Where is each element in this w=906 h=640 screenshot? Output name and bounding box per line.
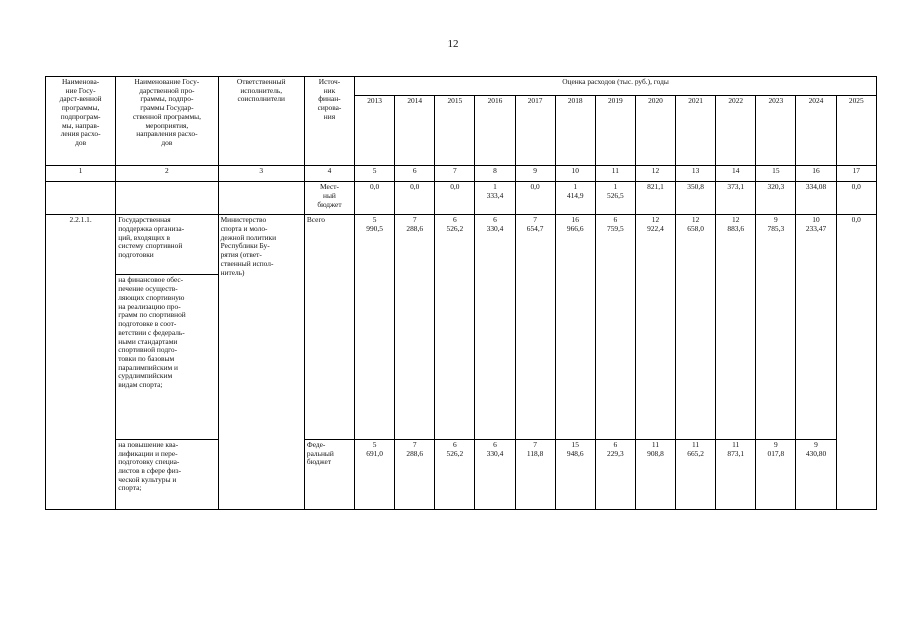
column-number: 11: [595, 166, 635, 182]
year-header: 2016: [475, 96, 515, 166]
column-number: 10: [555, 166, 595, 182]
value-cell: 6 526,2: [435, 439, 475, 509]
column-number: 15: [756, 166, 796, 182]
value-cell: 12 658,0: [676, 215, 716, 440]
empty-cell: [116, 182, 218, 215]
value-cell: 6 526,2: [435, 215, 475, 440]
column-number: 16: [796, 166, 836, 182]
column-number: 4: [304, 166, 354, 182]
value-cell: 7 288,6: [395, 439, 435, 509]
value-cell: 16 966,6: [555, 215, 595, 440]
item-name: Государственная поддержка организа- ций, входящих в систему спортивной подготовки: [116, 215, 218, 275]
column-number: 17: [836, 166, 876, 182]
year-header: 2020: [635, 96, 675, 166]
value-cell: 9 430,80: [796, 439, 836, 509]
funding-source-local: Мест- ный бюджет: [304, 182, 354, 215]
value-cell: 11 908,8: [635, 439, 675, 509]
year-header: 2024: [796, 96, 836, 166]
value-cell: 9 017,8: [756, 439, 796, 509]
value-cell: 0,0: [515, 182, 555, 215]
value-cell: 9 785,3: [756, 215, 796, 440]
value-cell: 0,0: [395, 182, 435, 215]
value-cell: 10 233,47: [796, 215, 836, 440]
year-header: 2022: [716, 96, 756, 166]
empty-cell: [218, 182, 304, 215]
column-number: 1: [46, 166, 116, 182]
value-cell: 1 526,5: [595, 182, 635, 215]
item-subdescription: на финансовое обес- печение осуществ- ляющих спортивную на реализацию про- грамм по спортивной подготовке в соот- ветствии с федераль- ными стандартами спортивной подго- товки по базовым паралимпийским и сурдлимпийским видам спорта;: [116, 275, 218, 439]
item-total-row: [46, 215, 877, 275]
column-number: 9: [515, 166, 555, 182]
value-cell: 6 330,4: [475, 215, 515, 440]
item-executor: Министерство спорта и моло- дежной политики Республики Бу- рятия (ответ- ственный испол- нитель): [218, 215, 304, 510]
column-number: 6: [395, 166, 435, 182]
local-budget-row: [46, 182, 877, 215]
funding-source-federal: Феде- ральный бюджет: [304, 439, 354, 509]
column-number: 13: [676, 166, 716, 182]
value-cell: 6 330,4: [475, 439, 515, 509]
value-cell: 821,1: [635, 182, 675, 215]
empty-cell: [46, 182, 116, 215]
value-cell: 320,3: [756, 182, 796, 215]
value-cell: 11 665,2: [676, 439, 716, 509]
column-number: 14: [716, 166, 756, 182]
funding-source-total: Всего: [304, 215, 354, 440]
header-executor: Ответственный исполнитель, соисполнители: [218, 77, 304, 166]
page-number: 12: [447, 38, 459, 50]
value-cell: 1 414,9: [555, 182, 595, 215]
item-code: 2.2.1.1.: [46, 215, 116, 510]
year-header: 2013: [355, 96, 395, 166]
expenditure-table: [45, 76, 877, 510]
column-number: 2: [116, 166, 218, 182]
header-expense-estimate: Оценка расходов (тыс. руб.), годы: [355, 77, 877, 96]
column-number: 8: [475, 166, 515, 182]
value-cell: 6 229,3: [595, 439, 635, 509]
value-cell: 6 759,5: [595, 215, 635, 440]
year-header: 2021: [676, 96, 716, 166]
value-cell: 334,08: [796, 182, 836, 215]
value-cell: 15 948,6: [555, 439, 595, 509]
column-numbers-row: [46, 166, 877, 182]
value-cell: 350,8: [676, 182, 716, 215]
value-cell: 12 922,4: [635, 215, 675, 440]
column-number: 12: [635, 166, 675, 182]
federal-description: на повышение ква- лификации и пере- подготовку специа- листов в сфере физ- ческой культуры и спорта;: [116, 439, 218, 509]
year-header: 2023: [756, 96, 796, 166]
value-cell: 7 118,8: [515, 439, 555, 509]
year-header: 2025: [836, 96, 876, 166]
header-program-name: Наименова- ние Госу- дарст-венной программы, подпрограм- мы, направ- ления расхо- дов: [46, 77, 116, 166]
value-cell: 0,0: [836, 215, 876, 510]
year-header: 2019: [595, 96, 635, 166]
value-cell: 5 990,5: [355, 215, 395, 440]
column-number: 5: [355, 166, 395, 182]
value-cell: 12 883,6: [716, 215, 756, 440]
value-cell: 0,0: [355, 182, 395, 215]
year-header: 2017: [515, 96, 555, 166]
header-funding-source: Источ- ник финан- сирова- ния: [304, 77, 354, 166]
year-header: 2018: [555, 96, 595, 166]
value-cell: 7 288,6: [395, 215, 435, 440]
column-number: 7: [435, 166, 475, 182]
value-cell: 0,0: [836, 182, 876, 215]
column-number: 3: [218, 166, 304, 182]
year-header: 2015: [435, 96, 475, 166]
value-cell: 1 333,4: [475, 182, 515, 215]
value-cell: 11 873,1: [716, 439, 756, 509]
year-header: 2014: [395, 96, 435, 166]
federal-budget-row: [46, 439, 877, 509]
value-cell: 5 691,0: [355, 439, 395, 509]
value-cell: 7 654,7: [515, 215, 555, 440]
header-measure-name: Наименование Госу- дарственной про- граммы, подпро- граммы Государ- ственной программы, мероприятия, направления расхо- дов: [116, 77, 218, 166]
value-cell: 0,0: [435, 182, 475, 215]
value-cell: 373,1: [716, 182, 756, 215]
